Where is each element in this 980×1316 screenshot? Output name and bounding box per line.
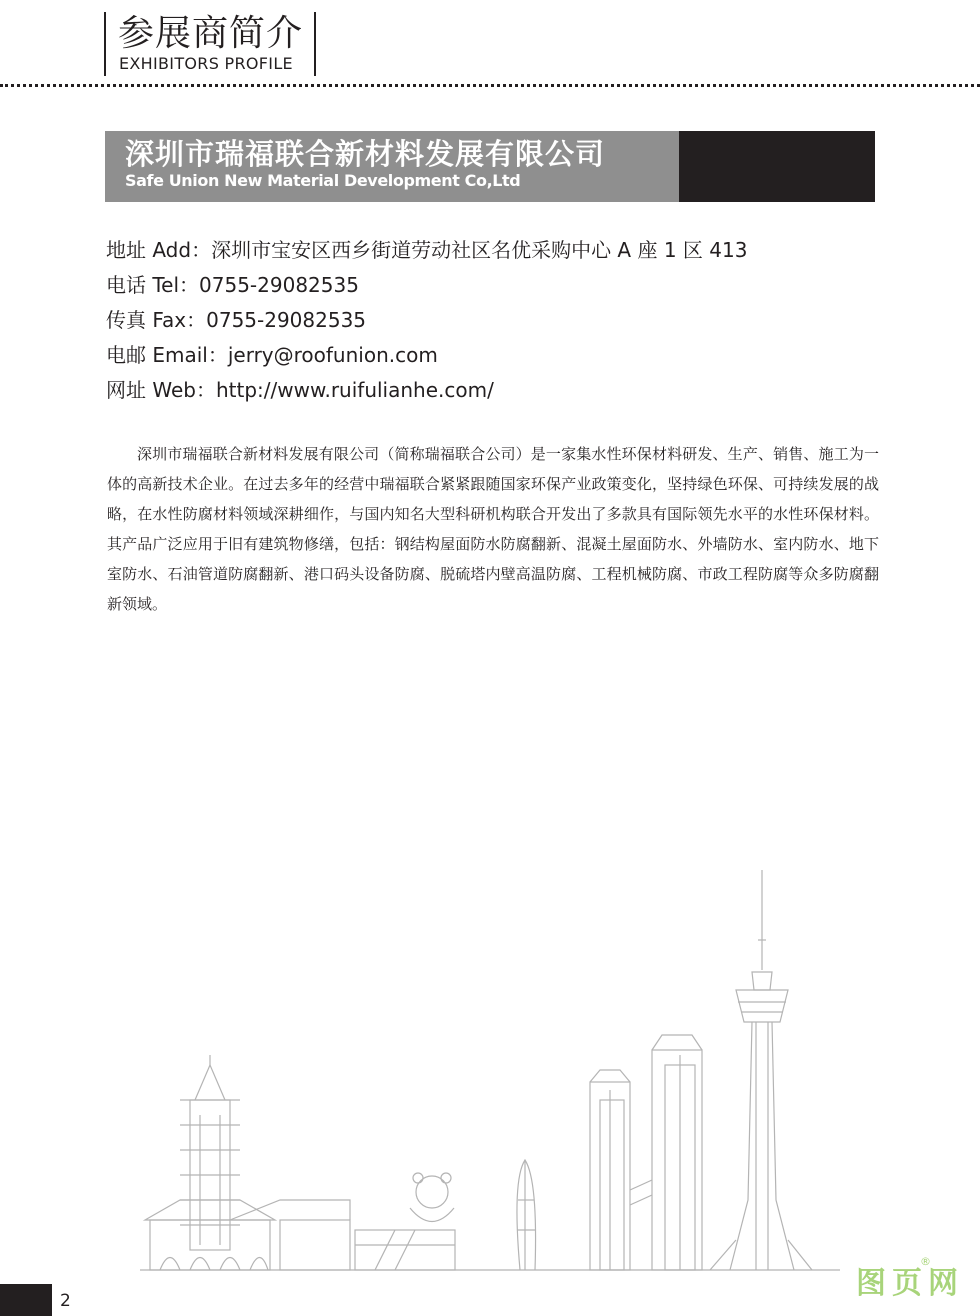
section-title: 参展商简介 — [118, 13, 304, 54]
dotted-divider — [0, 84, 980, 87]
twin-towers-icon — [590, 1035, 702, 1270]
watermark-logo: 图页网 — [856, 1266, 964, 1301]
pavilion-icon — [145, 1200, 350, 1270]
contact-fax: 传真 Fax：0755-29082535 — [106, 308, 367, 332]
header-left-bar — [104, 12, 106, 76]
twisted-tower-icon — [517, 1160, 536, 1270]
contact-list — [106, 233, 906, 408]
page-tab — [0, 1284, 52, 1316]
header-right-bar — [314, 12, 316, 76]
tv-tower-icon — [710, 870, 812, 1270]
contact-web: 网址 Web：http://www.ruifulianhe.com/ — [106, 378, 494, 402]
page-number: 2 — [60, 1291, 71, 1311]
section-subtitle: EXHIBITORS PROFILE — [119, 54, 293, 73]
panda-icon — [355, 1173, 455, 1270]
contact-tel: 电话 Tel：0755-29082535 — [106, 273, 359, 297]
contact-email: 电邮 Email：jerry@roofunion.com — [106, 343, 438, 367]
company-banner — [105, 131, 875, 202]
company-name-cn: 深圳市瑞福联合新材料发展有限公司 — [125, 137, 606, 171]
contact-address: 地址 Add：深圳市宝安区西乡街道劳动社区名优采购中心 A 座 1 区 413 — [106, 238, 748, 262]
company-name-en: Safe Union New Material Development Co,Ltd — [125, 171, 521, 190]
watermark-registered-mark: ® — [920, 1255, 931, 1268]
city-skyline-illustration — [140, 860, 840, 1280]
pagoda-tower-icon — [180, 1055, 240, 1250]
company-introduction: 深圳市瑞福联合新材料发展有限公司（简称瑞福联合公司）是一家集水性环保材料研发、生产、销售、施工为一体的高新技术企业。在过去多年的经营中瑞福联合紧紧跟随国家环保产业政策变化，坚持绿色环保、可持续发展的战略，在水性防腐材料领域深耕细作，与国内知名大型科研机构联合开发出了多款具有国际领先水平的水性环保材料。其产品广泛应用于旧有建筑物修缮，包括：钢结构屋面防水防腐翻新、混凝土屋面防水、外墙防水、室内防水、地下室防水、石油管道防腐翻新、港口码头设备防腐、脱硫塔内壁高温防腐、工程机械防腐、市政工程防腐等众多防腐翻新领域。 — [107, 445, 879, 613]
